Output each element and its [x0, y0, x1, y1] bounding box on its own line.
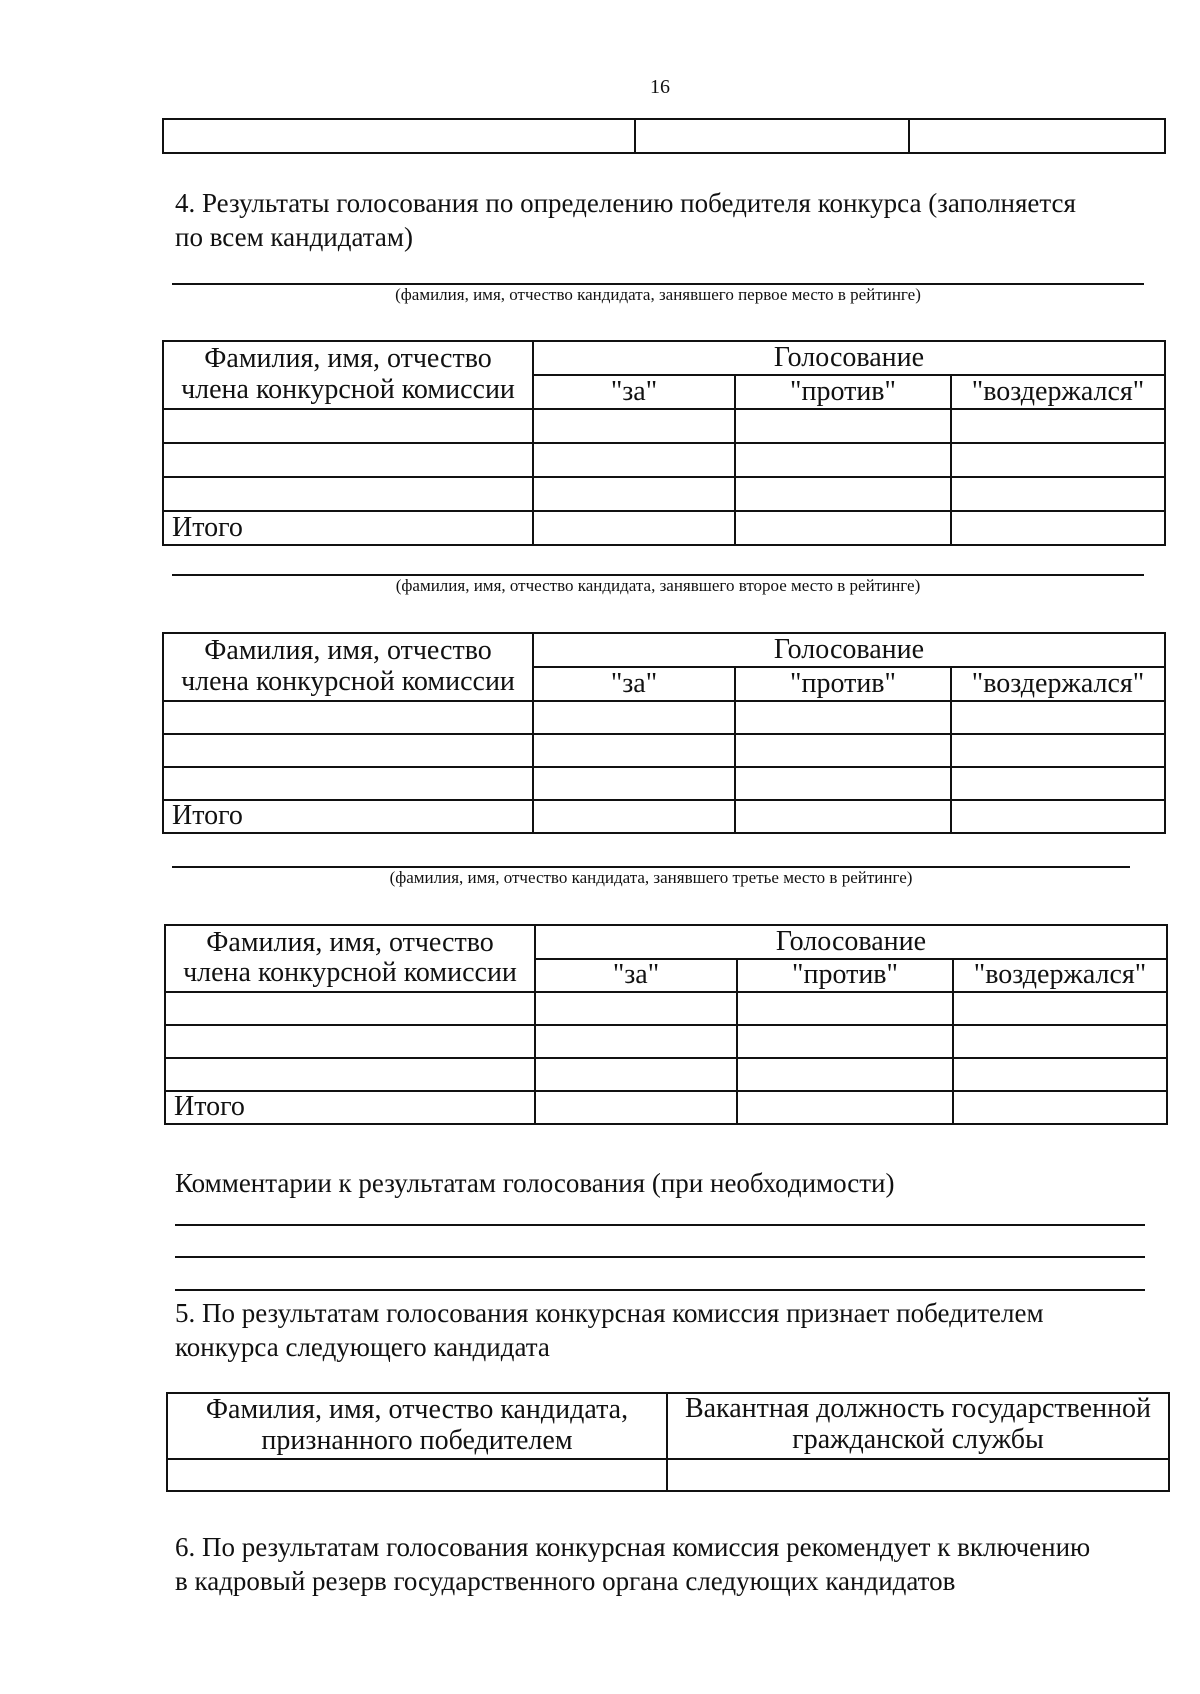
total-row: [165, 1091, 1167, 1124]
candidate-1-caption: (фамилия, имя, отчество кандидата, занявшего первое место в рейтинге): [395, 285, 921, 304]
total-label: Итого: [165, 1091, 535, 1124]
table-cell[interactable]: [533, 767, 735, 800]
col-abstain-header: "воздержался": [951, 667, 1165, 701]
table-row: [163, 767, 1165, 800]
section-4-heading-line1: 4. Результаты голосования по определению победителя конкурса (заполняется: [175, 188, 1076, 218]
table-cell[interactable]: [953, 1058, 1167, 1091]
table-row: [163, 443, 1165, 477]
winner-name-header-line1: Фамилия, имя, отчество кандидата,: [205, 1394, 629, 1426]
table-cell[interactable]: [909, 119, 1165, 153]
voting-header: Голосование: [533, 341, 1165, 375]
table-cell[interactable]: [533, 734, 735, 767]
section-4-heading: [175, 186, 1175, 254]
table-cell[interactable]: [533, 409, 735, 443]
table-cell[interactable]: [163, 734, 533, 767]
table-cell[interactable]: [535, 1091, 737, 1124]
candidate-2-caption: (фамилия, имя, отчество кандидата, занявшего второе место в рейтинге): [395, 576, 921, 595]
table-cell[interactable]: [735, 443, 951, 477]
col-for-header: "за": [533, 375, 735, 409]
table-cell[interactable]: [953, 992, 1167, 1025]
table-cell[interactable]: [533, 511, 735, 545]
table-cell[interactable]: [163, 767, 533, 800]
candidate-3-caption: (фамилия, имя, отчество кандидата, занявшего третье место в рейтинге): [389, 868, 913, 887]
table-row: [163, 701, 1165, 734]
comments-line-1[interactable]: [175, 1224, 1145, 1226]
table-cell[interactable]: [737, 992, 953, 1025]
col-for-header: "за": [535, 959, 737, 992]
section-5-heading-line1: 5. По результатам голосования конкурсная комиссия признает победителем: [175, 1298, 1044, 1328]
table-cell[interactable]: [951, 511, 1165, 545]
table-cell[interactable]: [951, 701, 1165, 734]
total-row: [163, 511, 1165, 545]
winner-name-header: [167, 1393, 667, 1459]
table-cell[interactable]: [533, 701, 735, 734]
table-cell[interactable]: [737, 1025, 953, 1058]
vacancy-header-line2: гражданской службы: [792, 1423, 1044, 1455]
section-6-heading: [175, 1530, 1185, 1598]
member-header-line2: члена конкурсной комиссии: [181, 374, 515, 405]
table-cell[interactable]: [167, 1459, 667, 1491]
table-cell[interactable]: [165, 1058, 535, 1091]
member-header-cell: [163, 341, 533, 409]
vote-table-3: [164, 924, 1168, 1125]
table-row: [163, 734, 1165, 767]
table-cell[interactable]: [163, 477, 533, 511]
table-cell[interactable]: [163, 409, 533, 443]
vote-table-1: [162, 340, 1166, 546]
table-cell[interactable]: [737, 1058, 953, 1091]
table-cell[interactable]: [737, 1091, 953, 1124]
col-for-header: "за": [533, 667, 735, 701]
winner-table: [166, 1392, 1170, 1492]
col-against-header: "против": [737, 959, 953, 992]
section-6-heading-line2: в кадровый резерв государственного органа следующих кандидатов: [175, 1566, 956, 1596]
section-5-heading: [175, 1296, 1175, 1364]
table-cell[interactable]: [953, 1091, 1167, 1124]
table-cell[interactable]: [951, 734, 1165, 767]
vacancy-header: [667, 1393, 1169, 1459]
comments-line-3[interactable]: [175, 1289, 1145, 1291]
winner-name-header-line2: признанного победителем: [261, 1425, 573, 1456]
table-cell[interactable]: [163, 701, 533, 734]
table-cell[interactable]: [535, 1058, 737, 1091]
member-header-line2: члена конкурсной комиссии: [183, 957, 517, 989]
table-cell[interactable]: [735, 701, 951, 734]
comments-line-2[interactable]: [175, 1256, 1145, 1258]
col-abstain-header: "воздержался": [951, 375, 1165, 409]
total-row: [163, 800, 1165, 833]
table-cell[interactable]: [667, 1459, 1169, 1491]
table-row: [167, 1459, 1169, 1491]
table-cell[interactable]: [951, 443, 1165, 477]
col-against-header: "против": [735, 375, 951, 409]
table-cell[interactable]: [951, 800, 1165, 833]
table-row: [165, 1058, 1167, 1091]
vote-table-2: [162, 632, 1166, 834]
table-row: [165, 992, 1167, 1025]
member-header-cell: [165, 925, 535, 992]
table-row: [165, 1025, 1167, 1058]
section-5-heading-line2: конкурса следующего кандидата: [175, 1332, 550, 1362]
member-header-line1: Фамилия, имя, отчество: [206, 926, 494, 958]
table-cell[interactable]: [163, 443, 533, 477]
table-cell[interactable]: [951, 409, 1165, 443]
table-cell[interactable]: [735, 409, 951, 443]
page-number: 16: [650, 76, 670, 98]
table-row: [163, 409, 1165, 443]
table-cell[interactable]: [951, 477, 1165, 511]
member-header-line1: Фамилия, имя, отчество: [204, 343, 492, 375]
table-cell[interactable]: [735, 511, 951, 545]
col-against-header: "против": [735, 667, 951, 701]
total-label: Итого: [163, 511, 533, 545]
table-cell[interactable]: [535, 992, 737, 1025]
comments-label: Комментарии к результатам голосования (при необходимости): [175, 1168, 895, 1198]
table-cell[interactable]: [165, 992, 535, 1025]
table-cell[interactable]: [951, 767, 1165, 800]
table-cell[interactable]: [735, 734, 951, 767]
section-4-heading-line2: по всем кандидатам): [175, 222, 413, 252]
table-cell[interactable]: [533, 800, 735, 833]
voting-header: Голосование: [535, 925, 1167, 959]
table-cell[interactable]: [953, 1025, 1167, 1058]
table-cell[interactable]: [735, 800, 951, 833]
voting-header: Голосование: [533, 633, 1165, 667]
table-cell[interactable]: [535, 1025, 737, 1058]
vacancy-header-line1: Вакантная должность государственной: [684, 1393, 1152, 1424]
table-cell[interactable]: [163, 119, 635, 153]
col-abstain-header: "воздержался": [953, 959, 1167, 992]
total-label: Итого: [163, 800, 533, 833]
table-cell[interactable]: [735, 477, 951, 511]
table-cell[interactable]: [533, 477, 735, 511]
table-cell[interactable]: [735, 767, 951, 800]
member-header-line2: члена конкурсной комиссии: [181, 666, 515, 697]
table-row: [163, 477, 1165, 511]
continuation-table: [162, 118, 1166, 154]
member-header-cell: [163, 633, 533, 701]
table-cell[interactable]: [635, 119, 909, 153]
table-cell[interactable]: [165, 1025, 535, 1058]
member-header-line1: Фамилия, имя, отчество: [204, 635, 492, 667]
section-6-heading-line1: 6. По результатам голосования конкурсная комиссия рекомендует к включению: [175, 1532, 1091, 1562]
table-cell[interactable]: [533, 443, 735, 477]
